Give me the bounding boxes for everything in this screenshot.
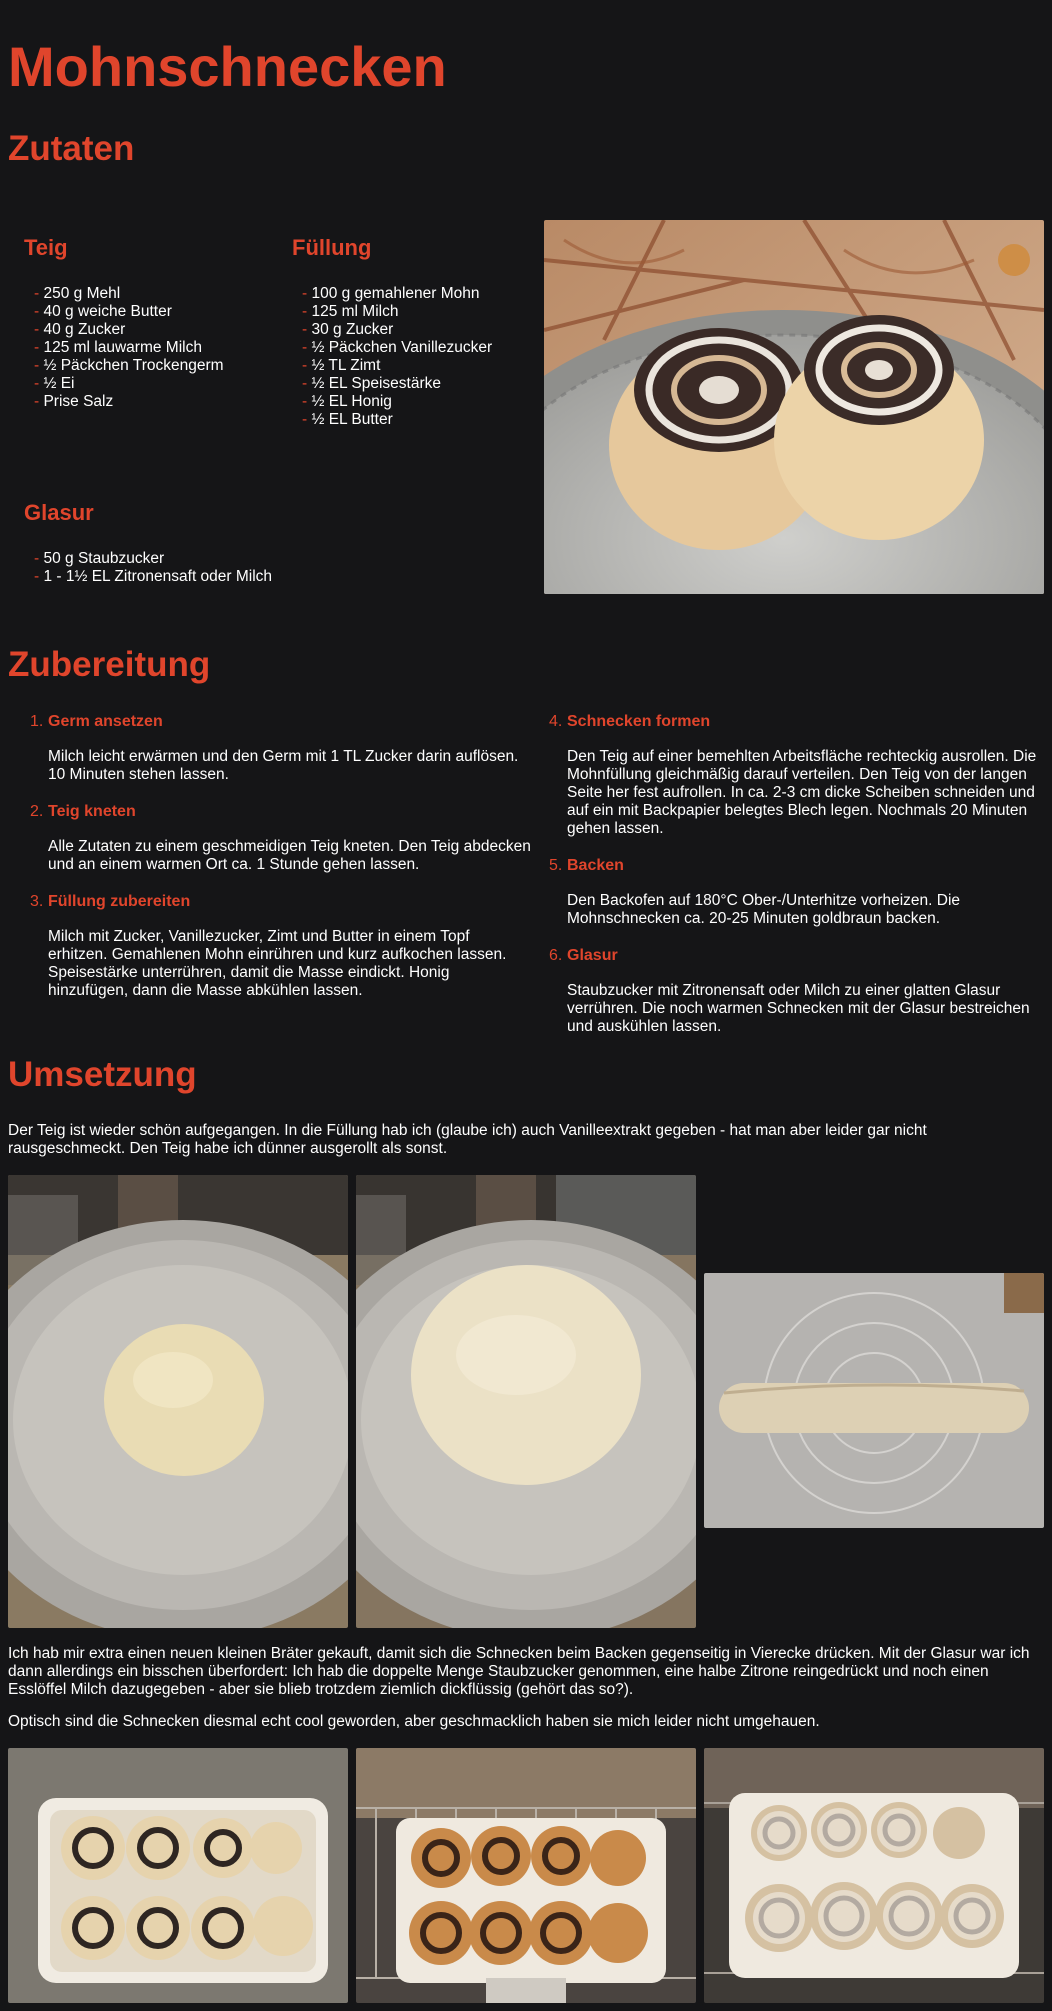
steps-list-right: [549, 712, 1047, 1054]
subheading-glasur: Glasur: [24, 500, 94, 525]
step-text: Milch leicht erwärmen und den Germ mit 1 TL Zucker darin auflösen. 10 Minuten stehen lassen.: [48, 748, 519, 783]
step-number: 6.: [549, 947, 563, 964]
list-item: - ½ EL Butter: [302, 411, 492, 429]
step-title: Füllung zubereiten: [48, 893, 191, 910]
list-item: - ½ Päckchen Vanillezucker: [302, 339, 492, 357]
paragraph-1: Der Teig ist wieder schön aufgegangen. In die Füllung hab ich (glaube ich) auch Vanilleextrakt gegeben - hat man aber leider gar nicht rausgeschmeckt. Den Teig habe ich dünner ausgerollt als sonst.: [8, 1122, 927, 1157]
list-item: - 125 ml lauwarme Milch: [34, 339, 224, 357]
list-item: - ½ TL Zimt: [302, 357, 492, 375]
photo-glazed-rolls-in-dish: [704, 1748, 1044, 2003]
step-title: Backen: [567, 857, 624, 874]
step-text: Den Backofen auf 180°C Ober-/Unterhitze vorheizen. Die Mohnschnecken ca. 20-25 Minuten goldbraun backen.: [567, 892, 961, 927]
list-item: [549, 856, 1047, 928]
ingredient-list-teig: [34, 285, 224, 411]
paragraph-2: Ich hab mir extra einen neuen kleinen Bräter gekauft, damit sich die Schnecken beim Backen gegenseitig in Vierecke drücken. Mit der Glasur war ich dann allerdings ein bisschen überfordert: Ich hab die doppelte Menge Staubzucker genommen, eine halbe Zitrone reingedrückt und noch einen Esslöffel Milch dazugegeben - aber sie blieb trotzdem ziemlich dickflüssig (gehört das so?).: [8, 1645, 1030, 1698]
list-item: - 100 g gemahlener Mohn: [302, 285, 492, 303]
list-item: - ½ Päckchen Trockengerm: [34, 357, 224, 375]
step-title: Teig kneten: [48, 803, 136, 820]
section-heading-umsetzung: Umsetzung: [8, 1055, 197, 1094]
step-number: 1.: [30, 713, 44, 730]
list-item: [30, 802, 532, 874]
list-item: - 250 g Mehl: [34, 285, 224, 303]
photo-finished-rolls-on-plate: [544, 220, 1044, 594]
list-item: [30, 892, 532, 1000]
list-item: - 40 g weiche Butter: [34, 303, 224, 321]
list-item: - ½ Ei: [34, 375, 224, 393]
step-text: Milch mit Zucker, Vanillezucker, Zimt und Butter in einem Topf erhitzen. Gemahlenen Mohn einrühren und kurz aufkochen lassen. Speisestärke unterrühren, damit die Masse eindickt. Honig hinzufügen, dann die Masse abkühlen lassen.: [48, 928, 507, 999]
list-item: - Prise Salz: [34, 393, 224, 411]
list-item: [30, 712, 532, 784]
step-text: Staubzucker mit Zitronensaft oder Milch zu einer glatten Glasur verrühren. Die noch warmen Schnecken mit der Glasur bestreichen und auskühlen lassen.: [567, 982, 1030, 1035]
step-title: Schnecken formen: [567, 713, 711, 730]
list-item: - ½ EL Speisestärke: [302, 375, 492, 393]
ingredient-list-glasur: [34, 550, 272, 586]
step-title: Glasur: [567, 947, 618, 964]
step-title: Germ ansetzen: [48, 713, 163, 730]
photo-baked-rolls-in-dish: [356, 1748, 696, 2003]
list-item: - 125 ml Milch: [302, 303, 492, 321]
list-item: - 30 g Zucker: [302, 321, 492, 339]
section-heading-zutaten: Zutaten: [8, 129, 135, 168]
photo-rolls-in-baking-dish: [8, 1748, 348, 2003]
step-number: 5.: [549, 857, 563, 874]
list-item: - 40 g Zucker: [34, 321, 224, 339]
paragraph-3: Optisch sind die Schnecken diesmal echt cool geworden, aber geschmacklich haben sie mich leider nicht umgehauen.: [8, 1713, 820, 1730]
photo-rolled-dough-log: [704, 1273, 1044, 1528]
step-text: Alle Zutaten zu einem geschmeidigen Teig kneten. Den Teig abdecken und an einem warmen Ort ca. 1 Stunde gehen lassen.: [48, 838, 531, 873]
list-item: [549, 946, 1047, 1036]
subheading-teig: Teig: [24, 235, 68, 260]
photo-dough-in-bowl: [8, 1175, 348, 1628]
subheading-fuellung: Füllung: [292, 235, 372, 260]
photo-risen-dough-in-bowl: [356, 1175, 696, 1628]
step-text: Den Teig auf einer bemehlten Arbeitsfläche rechteckig ausrollen. Die Mohnfüllung gleichmäßig darauf verteilen. Den Teig von der langen Seite her fest aufrollen. In ca. 2-3 cm dicke Scheiben schneiden und auf ein mit Backpapier belegtes Blech legen. Nochmals 20 Minuten gehen lassen.: [567, 748, 1037, 837]
page-title: Mohnschnecken: [8, 35, 447, 98]
steps-list-left: [30, 712, 532, 1018]
ingredient-list-fuellung: [302, 285, 492, 429]
list-item: - 50 g Staubzucker: [34, 550, 272, 568]
list-item: - ½ EL Honig: [302, 393, 492, 411]
step-number: 2.: [30, 803, 44, 820]
section-heading-zubereitung: Zubereitung: [8, 645, 211, 684]
step-number: 4.: [549, 713, 563, 730]
step-number: 3.: [30, 893, 44, 910]
list-item: - 1 - 1½ EL Zitronensaft oder Milch: [34, 568, 272, 586]
list-item: [549, 712, 1047, 838]
